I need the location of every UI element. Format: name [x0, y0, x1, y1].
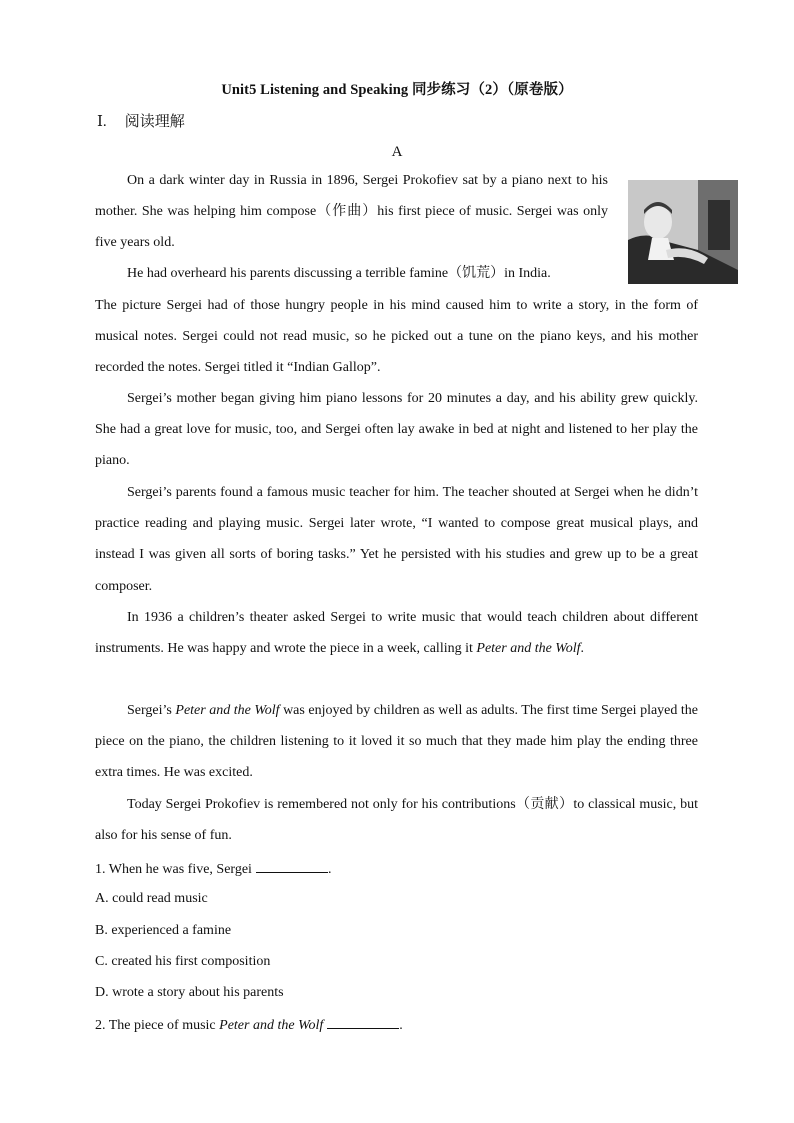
paragraph-5-end: . [580, 641, 584, 657]
question-2-end: . [399, 1018, 403, 1033]
question-1-end: . [327, 862, 332, 877]
paragraph-5 [95, 602, 698, 664]
paragraph-2-first-line: He had overheard his parents discussing a terrible famine（饥荒）in India. [127, 266, 551, 281]
paragraph-3: Sergei’s mother began giving him piano lessons for 20 minutes a day, and his ability grew quickly. She had a great love for music, too, and Sergei often lay awake in bed at night and listened to her play the piano. [95, 391, 698, 469]
composer-photo-icon [628, 180, 738, 284]
paragraph-6 [95, 695, 698, 789]
question-2-stem [95, 1014, 403, 1036]
composer-photo-graphic [628, 180, 738, 284]
question-1-option-d[interactable]: D. wrote a story about his parents [95, 985, 284, 1000]
question-2-text: 2. The piece of music [95, 1018, 216, 1033]
paragraph-2-rest: The picture Sergei had of those hungry people in his mind caused him to write a story, in the form of musical notes. Sergei could not read music, so he picked out a tune on the piano keys, and his mother recorded the notes. Sergei titled it “Indian Gallop”. [95, 298, 698, 376]
question-1-option-b[interactable]: B. experienced a famine [95, 923, 232, 938]
question-1-blank[interactable] [256, 858, 328, 873]
question-2-blank[interactable] [327, 1014, 399, 1029]
question-1-text: 1. When he was five, Sergei [95, 862, 252, 877]
question-2-title: Peter and the Wolf [219, 1018, 324, 1033]
document-title: Unit5 Listening and Speaking 同步练习（2）（原卷版） [221, 82, 573, 98]
paragraph-5-title: Peter and the Wolf [476, 641, 581, 657]
paragraph-6-title: Peter and the Wolf [175, 703, 280, 718]
paragraph-4: Sergei’s parents found a famous music teacher for him. The teacher shouted at Sergei when he didn’t practice reading and playing music. Sergei later wrote, “I wanted to compose great musical plays, and instead I was given all sorts of boring tasks.” Yet he persisted with his studies and grew up to be a great composer. [95, 485, 698, 594]
paragraph-1: On a dark winter day in Russia in 1896, Sergei Prokofiev sat by a piano next to his mother. She was helping him compose（作曲）his first piece of music. Sergei was only five years old. [95, 173, 608, 251]
section-number: Ⅰ. [97, 114, 107, 130]
question-1-option-c[interactable]: C. created his first composition [95, 954, 271, 969]
question-1-stem [95, 858, 331, 880]
paragraph-6-start: Sergei’s [127, 703, 172, 718]
paragraph-6-text: was enjoyed by children as well as adults. The first time Sergei played the piece on the piano, the children listening to it loved it so much that they made him play the ending three extra times. He was excited. [95, 703, 699, 781]
section-label: 阅读理解 [124, 114, 185, 130]
question-1-option-a[interactable]: A. could read music [95, 891, 208, 906]
passage-letter: A [391, 144, 403, 160]
section-heading [97, 110, 185, 131]
paragraph-7: Today Sergei Prokofiev is remembered not only for his contributions（贡献）to classical music, but also for his sense of fun. [95, 797, 698, 844]
paragraph-5-text: In 1936 a children’s theater asked Sergei to write music that would teach children about different instruments. He was happy and wrote the piece in a week, calling it [95, 610, 698, 657]
